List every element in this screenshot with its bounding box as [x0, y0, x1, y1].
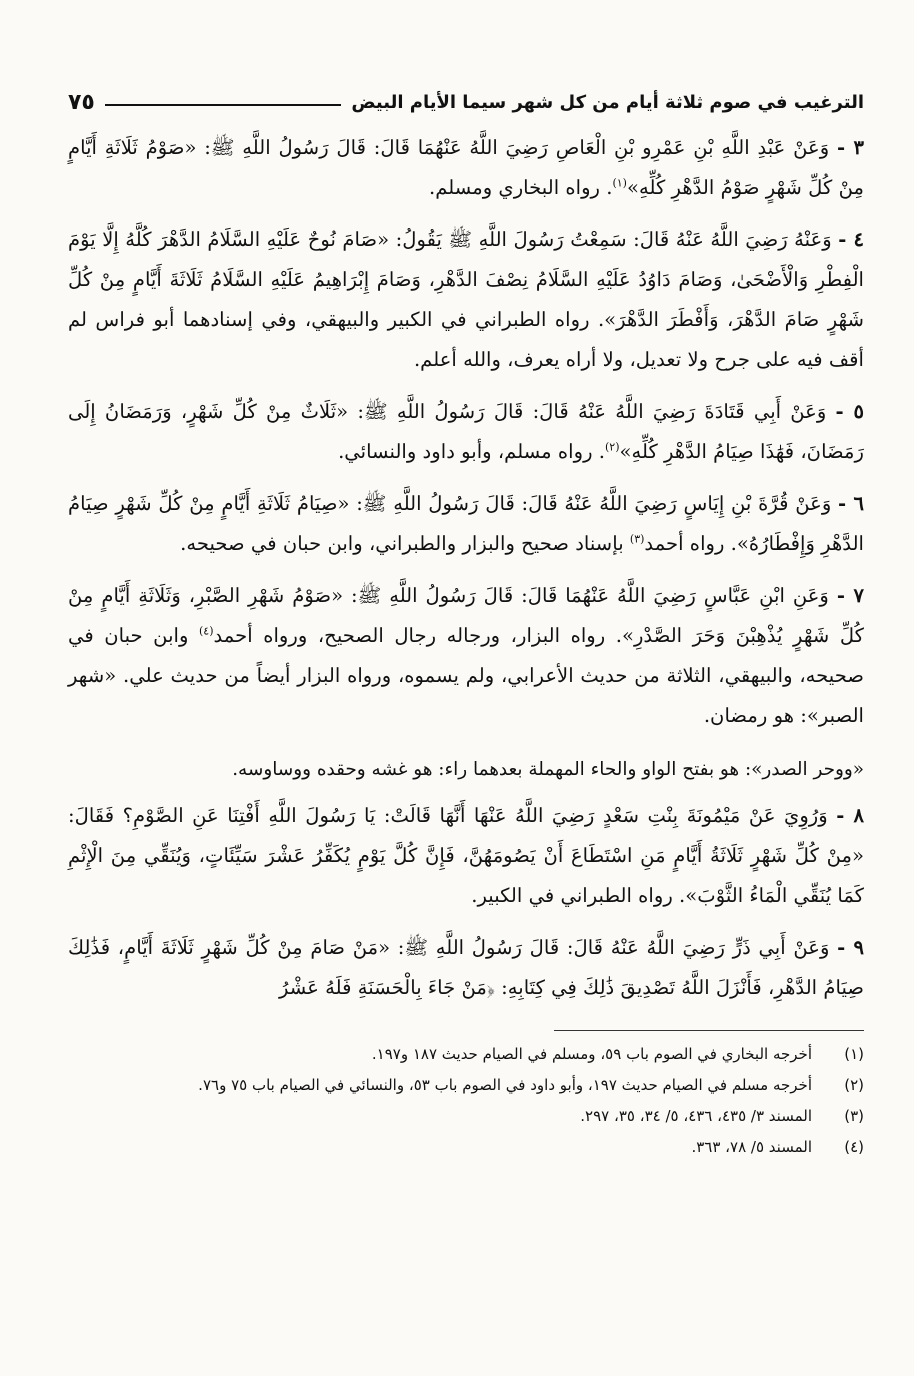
page-number: ٧٥: [68, 89, 95, 115]
hadith-3: [68, 128, 864, 208]
footnote-text: أخرجه البخاري في الصوم باب ٥٩، ومسلم في الصيام حديث ١٨٧ و١٩٧.: [371, 1045, 812, 1063]
running-header: [68, 84, 864, 120]
hadith-text: وَعَنْ قُرَّةَ بْنِ إِيَاسٍ رَضِيَ اللَّهُ عَنْهُ قَالَ: قَالَ رَسُولُ اللَّهِ ﷺ: «صِيَامُ ثَلَاثَةِ أَيَّامٍ مِنْ كُلِّ شَهْرٍ صِيَامُ الدَّهْرِ وَإِفْطَارُهُ». رواه أحمد: [68, 492, 864, 555]
hadith-text: وَعَنِ ابْنِ عَبَّاسٍ رَضِيَ اللَّهُ عَنْهُمَا قَالَ: قَالَ رَسُولُ اللَّهِ ﷺ: «صَوْمُ شَهْرِ الصَّبْرِ، وَثَلَاثَةِ أَيَّامٍ مِنْ كُلِّ شَهْرٍ يُذْهِبْنَ وَحَرَ الصَّدْرِ». رواه البزار، ورجاله رجال الصحيح، ورواه أحمد: [68, 584, 864, 647]
hadith-source: . رواه البخاري ومسلم.: [428, 176, 613, 199]
hadith-number: ٨ -: [836, 804, 864, 827]
footnote: [68, 1101, 864, 1132]
hadith-source: بإسناد صحيح والبزار والطبراني، وابن حبان في صحيحه.: [180, 532, 630, 555]
hadith-number: ٣ -: [836, 136, 864, 159]
footnote-text: المسند ٥/ ٧٨، ٣٦٣.: [691, 1138, 812, 1156]
hadith-source: . رواه مسلم، وأبو داود والنسائي.: [338, 440, 605, 463]
footnote-text: المسند ٣/ ٤٣٥، ٤٣٦، ٥/ ٣٤، ٣٥، ٢٩٧.: [580, 1107, 812, 1125]
hadith-number: ٩ -: [837, 936, 864, 959]
hadith-7: [68, 576, 864, 736]
footnote-number: (٣): [844, 1107, 864, 1125]
hadith-number: ٦ -: [838, 492, 864, 515]
footnote-ref: (٢): [605, 440, 620, 454]
footnote-number: (١): [844, 1045, 864, 1063]
hadith-text: وَرُوِيَ عَنْ مَيْمُونَةَ بِنْتِ سَعْدٍ رَضِيَ اللَّهُ عَنْهَا أَنَّهَا قَالَتْ: يَا رَسُولَ اللَّهِ أَفْتِنَا عَنِ الصَّوْمِ؟ فَقَالَ: «مِنْ كُلِّ شَهْرٍ ثَلَاثَةُ أَيَّامٍ مَنِ اسْتَطَاعَ أَنْ يَصُومَهُنَّ، فَإِنَّ كُلَّ يَوْمٍ يُكَفِّرُ عَشْرَ سَيِّئَاتٍ، وَيُنَقِّي مِنَ الْإِثْمِ كَمَا يُنَقِّي الْمَاءُ الثَّوْبَ». رواه الطبراني في الكبير.: [68, 804, 864, 907]
hadith-source: وابن حبان في صحيحه، والبيهقي، الثلاثة من حديث الأعرابي، ولم يسموه، ورواه البزار أيضاً من حديث علي. «شهر الصبر»: هو رمضان.: [68, 624, 864, 727]
footnote-number: (٤): [844, 1138, 864, 1156]
gloss-note: «ووحر الصدر»: هو بفتح الواو والحاء المهملة بعدهما راء: هو غشه وحقده ووساوسه.: [232, 759, 864, 780]
footnote-ref: (٤): [198, 624, 214, 638]
hadith-6: [68, 484, 864, 564]
hadith-number: ٧ -: [836, 584, 864, 607]
footnote-ref: (٣): [629, 532, 645, 546]
footnote-divider: [554, 1030, 864, 1031]
footnote-number: (٢): [844, 1076, 864, 1094]
footnotes: [68, 1039, 864, 1163]
footnote-ref: (١): [612, 176, 627, 190]
hadith-text: وَعَنْ أَبِي ذَرٍّ رَضِيَ اللَّهُ عَنْهُ قَالَ: قَالَ رَسُولُ اللَّهِ ﷺ: «مَنْ صَامَ مِنْ كُلِّ شَهْرٍ ثَلَاثَةَ أَيَّامٍ، فَذَٰلِكَ صِيَامُ الدَّهْرِ، فَأَنْزَلَ اللَّهُ تَصْدِيقَ ذَٰلِكَ فِي كِتَابِهِ: ﴿مَنْ جَاءَ بِالْحَسَنَةِ فَلَهُ عَشْرُ: [68, 936, 864, 999]
hadith-4: [68, 220, 864, 380]
hadith-text: وَعَنْ أَبِي قَتَادَةَ رَضِيَ اللَّهُ عَنْهُ قَالَ: قَالَ رَسُولُ اللَّهِ ﷺ: «ثَلَاثٌ مِنْ كُلِّ شَهْرٍ، وَرَمَضَانُ إِلَى رَمَضَانَ، فَهَٰذَا صِيَامُ الدَّهْرِ كُلِّهِ»: [68, 400, 864, 463]
hadith-number: ٥ -: [835, 400, 864, 423]
hadith-8: [68, 796, 864, 916]
footnote: [68, 1039, 864, 1070]
hadith-text: وَعَنْهُ رَضِيَ اللَّهُ عَنْهُ قَالَ: سَمِعْتُ رَسُولَ اللَّهِ ﷺ يَقُولُ: «صَامَ نُوحٌ عَلَيْهِ السَّلَامُ الدَّهْرَ كُلَّهُ إِلَّا يَوْمَ الْفِطْرِ وَالْأَضْحَىٰ، وَصَامَ دَاوُدُ عَلَيْهِ السَّلَامُ نِصْفَ الدَّهْرِ، وَصَامَ إِبْرَاهِيمُ عَلَيْهِ السَّلَامُ ثَلَاثَةَ أَيَّامٍ مِنْ كُلِّ شَهْرٍ صَامَ الدَّهْرَ، وَأَفْطَرَ الدَّهْرَ». رواه الطبراني في الكبير والبيهقي، وفي إسنادهما أبو فراس لم أقف فيه على جرح ولا تعديل، ولا أراه يعرف، والله أعلم.: [68, 228, 864, 371]
hadith-9: [68, 928, 864, 1008]
footnote: [68, 1070, 864, 1101]
hadith-text: وَعَنْ عَبْدِ اللَّهِ بْنِ عَمْرِو بْنِ الْعَاصِ رَضِيَ اللَّهُ عَنْهُمَا قَالَ: قَالَ رَسُولُ اللَّهِ ﷺ: «صَوْمُ ثَلَاثَةِ أَيَّامٍ مِنْ كُلِّ شَهْرٍ صَوْمُ الدَّهْرِ كُلِّهِ»: [68, 136, 864, 199]
footnote-text: أخرجه مسلم في الصيام حديث ١٩٧، وأبو داود في الصوم باب ٥٣، والنسائي في الصيام باب ٧٥ و٧٦.: [198, 1076, 812, 1094]
footnote: [68, 1132, 864, 1163]
hadith-number: ٤ -: [838, 228, 864, 251]
header-rule: [105, 104, 341, 106]
running-title: الترغيب في صوم ثلاثة أيام من كل شهر سيما الأيام البيض: [351, 91, 864, 113]
hadith-5: [68, 392, 864, 472]
